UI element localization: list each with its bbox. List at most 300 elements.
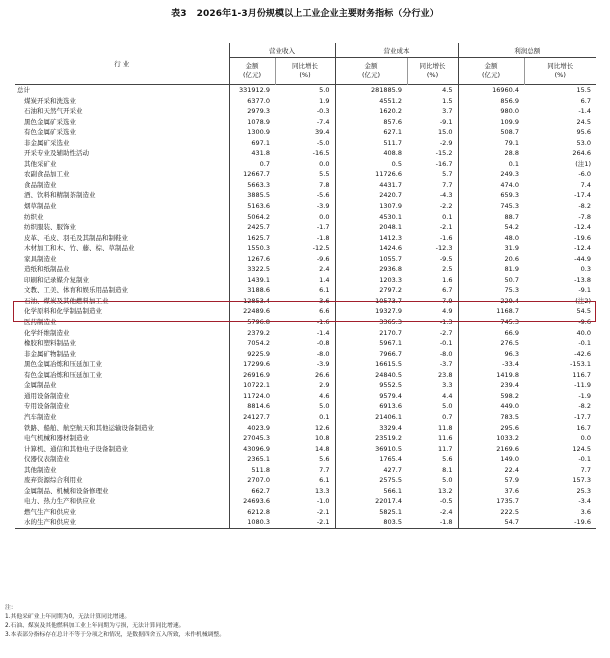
table-row xyxy=(15,507,596,518)
profit-amount-cell: 1419.8 xyxy=(458,370,524,381)
revenue-growth-cell: -5.0 xyxy=(316,138,330,147)
profit-amount-header: 金额 (亿元) xyxy=(458,58,524,85)
revenue-growth-cell: -0.3 xyxy=(316,107,330,116)
revenue-amount-cell: 4023.9 xyxy=(229,423,275,434)
cost-amount-cell: 1424.6 xyxy=(335,243,407,254)
revenue-amount-cell: 431.8 xyxy=(229,148,275,159)
cost-amount-cell: 627.1 xyxy=(335,127,407,138)
profit-growth-cell: 24.5 xyxy=(576,117,591,126)
revenue-amount-cell: 2979.3 xyxy=(229,106,275,117)
profit-amount-cell: 88.7 xyxy=(458,212,524,223)
revenue-growth-cell: -7.4 xyxy=(316,117,330,126)
table-row xyxy=(15,486,596,497)
revenue-amount-cell: 26916.9 xyxy=(229,370,275,381)
cost-amount-cell: 10573.7 xyxy=(335,296,407,307)
revenue-growth-cell: 1.9 xyxy=(319,96,330,105)
revenue-header: 营业收入 xyxy=(229,43,335,58)
cost-growth-cell: -1.8 xyxy=(407,517,458,528)
revenue-amount-cell: 1080.3 xyxy=(229,517,275,528)
cost-amount-cell: 1307.9 xyxy=(335,201,407,212)
revenue-growth-cell: -0.8 xyxy=(316,339,330,348)
table-row xyxy=(15,359,596,370)
profit-growth-cell: 0.0 xyxy=(580,434,591,443)
revenue-growth-header: 同比增长 (%) xyxy=(275,58,335,85)
profit-header: 利润总额 xyxy=(458,43,596,58)
profit-growth-cell: -8.2 xyxy=(578,402,591,411)
cost-growth-cell: 3.3 xyxy=(442,381,453,390)
table-number: 表3 xyxy=(171,9,187,19)
profit-amount-cell: 449.0 xyxy=(458,401,524,412)
revenue-amount-cell: 27045.3 xyxy=(229,433,275,444)
cost-growth-cell: 0.1 xyxy=(442,212,453,221)
revenue-growth-cell: -5.6 xyxy=(316,191,330,200)
profit-growth-cell: -19.6 xyxy=(574,233,591,242)
profit-amount-cell: 980.0 xyxy=(458,106,524,117)
industry-name: 石油、煤炭及其他燃料加工业 xyxy=(15,296,229,307)
revenue-growth-cell: -1.6 xyxy=(316,318,330,327)
cost-growth-cell: 0.7 xyxy=(442,412,453,421)
profit-growth-cell: 116.7 xyxy=(572,370,591,379)
cost-amount-cell: 511.7 xyxy=(335,138,407,149)
revenue-amount-cell: 6377.0 xyxy=(229,96,275,107)
cost-growth-cell: 1.6 xyxy=(442,275,453,284)
industry-name: 废弃资源综合利用业 xyxy=(15,475,229,486)
industry-name: 橡胶和塑料制品业 xyxy=(15,338,229,349)
cost-growth-cell: -3.7 xyxy=(439,360,453,369)
cost-amount-cell: 2797.2 xyxy=(335,285,407,296)
revenue-amount-cell: 17299.6 xyxy=(229,359,275,370)
cost-growth-cell: 4.4 xyxy=(442,391,453,400)
revenue-growth-cell: -3.6 xyxy=(316,296,330,305)
profit-growth-cell: -6.0 xyxy=(578,170,591,179)
profit-amount-cell: 48.0 xyxy=(458,233,524,244)
industry-name: 文教、工美、体育和娱乐用品制造业 xyxy=(15,285,229,296)
profit-amount-cell: 598.2 xyxy=(458,391,524,402)
profit-growth-cell: -13.8 xyxy=(574,275,591,284)
profit-amount-cell: 0.1 xyxy=(458,159,524,170)
profit-amount-cell: 474.0 xyxy=(458,180,524,191)
cost-growth-cell: -9.5 xyxy=(439,254,453,263)
table-row xyxy=(15,127,596,138)
profit-amount-cell: 229.4 xyxy=(458,296,524,307)
industry-header: 行 业 xyxy=(15,43,229,85)
cost-growth-cell: -12.3 xyxy=(435,244,453,253)
profit-amount-cell: 149.0 xyxy=(458,454,524,465)
revenue-growth-cell: 7.7 xyxy=(319,465,330,474)
cost-growth-cell: 11.8 xyxy=(438,423,453,432)
cost-growth-cell: -15.2 xyxy=(435,149,453,158)
cost-growth-cell: 4.5 xyxy=(407,85,458,96)
profit-amount-cell: 22.4 xyxy=(458,465,524,476)
cost-amount-cell: 281885.9 xyxy=(335,85,407,96)
industry-name: 纺织业 xyxy=(15,212,229,223)
profit-growth-cell: 6.7 xyxy=(580,96,591,105)
revenue-amount-cell: 662.7 xyxy=(229,486,275,497)
revenue-amount-cell: 511.8 xyxy=(229,465,275,476)
profit-amount-cell: 2169.6 xyxy=(458,444,524,455)
table-row xyxy=(15,317,596,328)
industry-name: 汽车制造业 xyxy=(15,412,229,423)
revenue-growth-cell: -1.7 xyxy=(316,223,330,232)
industry-name: 酒、饮料和精制茶制造业 xyxy=(15,190,229,201)
revenue-growth-cell: -1.0 xyxy=(316,497,330,506)
cost-growth-cell: -1.3 xyxy=(439,318,453,327)
cost-growth-cell: -16.7 xyxy=(435,159,453,168)
table-row xyxy=(15,412,596,423)
cost-growth-cell: -0.1 xyxy=(439,339,453,348)
cost-growth-cell: 5.0 xyxy=(442,402,453,411)
industry-name: 造纸和纸制品业 xyxy=(15,264,229,275)
cost-growth-cell: -2.4 xyxy=(439,507,453,516)
revenue-amount-cell: 2425.7 xyxy=(229,222,275,233)
profit-growth-cell: -44.9 xyxy=(574,254,591,263)
table-row xyxy=(15,148,596,159)
cost-amount-cell: 3365.3 xyxy=(335,317,407,328)
profit-growth-cell: -153.1 xyxy=(570,360,591,369)
table-row xyxy=(15,117,596,128)
profit-amount-cell: 1033.2 xyxy=(458,433,524,444)
revenue-amount-cell: 12853.4 xyxy=(229,296,275,307)
revenue-growth-cell: -3.9 xyxy=(316,360,330,369)
profit-amount-cell: 96.3 xyxy=(458,349,524,360)
profit-amount-cell: 37.6 xyxy=(458,486,524,497)
cost-growth-cell: 6.7 xyxy=(442,286,453,295)
revenue-amount-cell: 8814.6 xyxy=(229,401,275,412)
cost-growth-cell: -1.6 xyxy=(439,233,453,242)
table-row xyxy=(15,212,596,223)
profit-amount-cell: 66.9 xyxy=(458,328,524,339)
table-row xyxy=(15,169,596,180)
cost-amount-header: 金额 (亿元) xyxy=(335,58,407,85)
cost-amount-cell: 1203.3 xyxy=(335,275,407,286)
industry-name: 木材加工和木、竹、藤、棕、草制品业 xyxy=(15,243,229,254)
table-row xyxy=(15,401,596,412)
table-row xyxy=(15,264,596,275)
profit-amount-cell: 20.6 xyxy=(458,254,524,265)
profit-amount-cell: 239.4 xyxy=(458,380,524,391)
revenue-amount-cell: 2379.2 xyxy=(229,328,275,339)
industry-name: 有色金属冶炼和压延加工业 xyxy=(15,370,229,381)
industry-name: 纺织服装、服饰业 xyxy=(15,222,229,233)
cost-amount-cell: 36910.5 xyxy=(335,444,407,455)
revenue-growth-cell: 2.9 xyxy=(319,381,330,390)
profit-growth-cell: -11.9 xyxy=(574,381,591,390)
profit-growth-cell: -42.6 xyxy=(574,349,591,358)
industry-name: 农副食品加工业 xyxy=(15,169,229,180)
revenue-amount-cell: 3322.5 xyxy=(229,264,275,275)
profit-growth-cell: 3.6 xyxy=(580,507,591,516)
table-title xyxy=(0,6,610,19)
revenue-amount-cell: 5163.6 xyxy=(229,201,275,212)
profit-amount-cell: 16960.4 xyxy=(458,85,524,96)
cost-amount-cell: 2936.8 xyxy=(335,264,407,275)
profit-amount-cell: 249.3 xyxy=(458,169,524,180)
industry-name: 医药制造业 xyxy=(15,317,229,328)
revenue-growth-cell: 5.0 xyxy=(275,85,335,96)
revenue-amount-cell: 1267.6 xyxy=(229,254,275,265)
profit-growth-cell: -9.6 xyxy=(578,318,591,327)
revenue-amount-cell: 7054.2 xyxy=(229,338,275,349)
revenue-growth-cell: 14.8 xyxy=(315,444,330,453)
table-row xyxy=(15,254,596,265)
revenue-growth-cell: 7.8 xyxy=(319,180,330,189)
revenue-growth-cell: -1.8 xyxy=(316,233,330,242)
cost-amount-cell: 21406.1 xyxy=(335,412,407,423)
profit-amount-cell: 54.7 xyxy=(458,517,524,528)
cost-amount-cell: 11726.6 xyxy=(335,169,407,180)
industry-name: 其他采矿业 xyxy=(15,159,229,170)
table-row xyxy=(15,370,596,381)
cost-amount-cell: 1765.4 xyxy=(335,454,407,465)
revenue-growth-cell: 10.8 xyxy=(315,434,330,443)
footnotes xyxy=(5,604,225,640)
industry-name: 开采专业及辅助性活动 xyxy=(15,148,229,159)
revenue-amount-cell: 0.7 xyxy=(229,159,275,170)
revenue-amount-cell: 5663.3 xyxy=(229,180,275,191)
table-row xyxy=(15,465,596,476)
profit-amount-cell: 31.9 xyxy=(458,243,524,254)
revenue-amount-cell: 2707.0 xyxy=(229,475,275,486)
footnote-1: 1.其他采矿业上年同期为0，无法计算同比增速。 xyxy=(5,614,131,620)
revenue-amount-cell: 331912.9 xyxy=(229,85,275,96)
table-row xyxy=(15,233,596,244)
cost-growth-cell: 11.6 xyxy=(438,434,453,443)
profit-growth-cell: -0.1 xyxy=(578,455,591,464)
revenue-growth-cell: -2.1 xyxy=(316,507,330,516)
table-row xyxy=(15,423,596,434)
profit-amount-cell: 54.2 xyxy=(458,222,524,233)
revenue-amount-cell: 24127.7 xyxy=(229,412,275,423)
cost-amount-cell: 4431.7 xyxy=(335,180,407,191)
cost-amount-cell: 2048.1 xyxy=(335,222,407,233)
cost-amount-cell: 4551.2 xyxy=(335,96,407,107)
industry-name: 仪器仪表制造业 xyxy=(15,454,229,465)
table-row xyxy=(15,338,596,349)
cost-growth-cell: 13.2 xyxy=(438,486,453,495)
cost-growth-cell: -2.2 xyxy=(439,202,453,211)
profit-growth-cell: -7.8 xyxy=(578,212,591,221)
profit-growth-cell: -12.4 xyxy=(574,223,591,232)
cost-growth-cell: 7.7 xyxy=(442,180,453,189)
profit-growth-cell: 15.5 xyxy=(524,85,596,96)
table-row xyxy=(15,454,596,465)
revenue-amount-cell: 697.1 xyxy=(229,138,275,149)
profit-amount-cell: 745.3 xyxy=(458,201,524,212)
profit-growth-cell: -17.4 xyxy=(574,191,591,200)
profit-amount-cell: 1168.7 xyxy=(458,306,524,317)
table-row xyxy=(15,285,596,296)
profit-growth-cell: 7.7 xyxy=(580,465,591,474)
cost-growth-cell: -7.9 xyxy=(439,296,453,305)
revenue-amount-cell: 22489.6 xyxy=(229,306,275,317)
table-row xyxy=(15,296,596,307)
revenue-amount-cell: 1300.9 xyxy=(229,127,275,138)
industry-name: 皮革、毛皮、羽毛及其制品和制鞋业 xyxy=(15,233,229,244)
table-row xyxy=(15,96,596,107)
profit-growth-cell: -1.9 xyxy=(578,391,591,400)
industry-name: 化学原料和化学制品制造业 xyxy=(15,306,229,317)
industry-name: 金属制品业 xyxy=(15,380,229,391)
profit-growth-cell: 16.7 xyxy=(576,423,591,432)
profit-amount-cell: 856.9 xyxy=(458,96,524,107)
table-row xyxy=(15,138,596,149)
profit-growth-cell: -9.1 xyxy=(578,286,591,295)
revenue-growth-cell: 0.1 xyxy=(319,412,330,421)
profit-amount-cell: 295.6 xyxy=(458,423,524,434)
profit-amount-cell: 783.5 xyxy=(458,412,524,423)
profit-amount-cell: 109.9 xyxy=(458,117,524,128)
profit-growth-cell: -12.4 xyxy=(574,244,591,253)
profit-amount-cell: 276.5 xyxy=(458,338,524,349)
revenue-growth-cell: -12.5 xyxy=(312,244,330,253)
cost-growth-cell: -2.1 xyxy=(439,223,453,232)
cost-header: 营业成本 xyxy=(335,43,458,58)
cost-amount-cell: 1620.2 xyxy=(335,106,407,117)
table-row xyxy=(15,85,596,96)
cost-amount-cell: 566.1 xyxy=(335,486,407,497)
cost-growth-cell: 15.0 xyxy=(438,128,453,137)
revenue-growth-cell: 6.6 xyxy=(319,307,330,316)
cost-amount-cell: 23519.2 xyxy=(335,433,407,444)
revenue-amount-cell: 24693.6 xyxy=(229,496,275,507)
revenue-growth-cell: -3.9 xyxy=(316,202,330,211)
cost-amount-cell: 19327.9 xyxy=(335,306,407,317)
industry-name: 总计 xyxy=(15,85,229,96)
industry-name: 其他制造业 xyxy=(15,465,229,476)
cost-amount-cell: 408.8 xyxy=(335,148,407,159)
cost-amount-cell: 857.6 xyxy=(335,117,407,128)
cost-amount-cell: 9579.4 xyxy=(335,391,407,402)
table-row xyxy=(15,349,596,360)
revenue-growth-cell: 1.4 xyxy=(319,275,330,284)
footnote-heading: 注： xyxy=(5,605,17,611)
profit-growth-cell: 0.3 xyxy=(580,265,591,274)
profit-amount-cell: 222.5 xyxy=(458,507,524,518)
cost-growth-cell: 1.5 xyxy=(442,96,453,105)
industry-name: 铁路、船舶、航空航天和其他运输设备制造业 xyxy=(15,423,229,434)
revenue-amount-cell: 3885.5 xyxy=(229,190,275,201)
cost-amount-cell: 7966.7 xyxy=(335,349,407,360)
profit-growth-cell: -1.4 xyxy=(578,107,591,116)
revenue-amount-cell: 6212.8 xyxy=(229,507,275,518)
industry-name: 计算机、通信和其他电子设备制造业 xyxy=(15,444,229,455)
revenue-growth-cell: -2.1 xyxy=(275,517,335,528)
revenue-growth-cell: 5.0 xyxy=(319,402,330,411)
revenue-growth-cell: -9.6 xyxy=(316,254,330,263)
profit-growth-cell: -8.2 xyxy=(578,202,591,211)
cost-amount-cell: 427.7 xyxy=(335,465,407,476)
table-row xyxy=(15,180,596,191)
cost-growth-cell: -0.5 xyxy=(439,497,453,506)
profit-growth-cell: -0.1 xyxy=(578,339,591,348)
table-row xyxy=(15,496,596,507)
revenue-amount-cell: 3188.6 xyxy=(229,285,275,296)
cost-amount-cell: 1412.3 xyxy=(335,233,407,244)
industry-name: 黑色金属冶炼和压延加工业 xyxy=(15,359,229,370)
table-title-text: 2026年1-3月份规模以上工业企业主要财务指标（分行业） xyxy=(196,9,439,19)
profit-growth-cell: 124.5 xyxy=(572,444,591,453)
revenue-growth-cell: -8.0 xyxy=(316,349,330,358)
revenue-amount-cell: 1078.9 xyxy=(229,117,275,128)
revenue-growth-cell: 39.4 xyxy=(315,128,330,137)
cost-amount-cell: 3329.4 xyxy=(335,423,407,434)
revenue-amount-cell: 1439.1 xyxy=(229,275,275,286)
revenue-amount-cell: 11724.0 xyxy=(229,391,275,402)
cost-growth-cell: 4.9 xyxy=(442,307,453,316)
profit-amount-cell: 79.1 xyxy=(458,138,524,149)
cost-growth-cell: 2.5 xyxy=(442,265,453,274)
profit-amount-cell: 508.7 xyxy=(458,127,524,138)
revenue-growth-cell: 2.4 xyxy=(319,265,330,274)
table-row xyxy=(15,306,596,317)
cost-amount-cell: 2575.5 xyxy=(335,475,407,486)
revenue-amount-header: 金额 (亿元) xyxy=(229,58,275,85)
industry-name: 食品制造业 xyxy=(15,180,229,191)
table-row xyxy=(15,328,596,339)
profit-amount-cell: 75.3 xyxy=(458,285,524,296)
revenue-growth-cell: 13.3 xyxy=(315,486,330,495)
profit-amount-cell: -33.4 xyxy=(458,359,524,370)
cost-amount-cell: 2170.7 xyxy=(335,328,407,339)
revenue-growth-cell: 12.6 xyxy=(315,423,330,432)
industry-name: 非金属矿物制品业 xyxy=(15,349,229,360)
table-row xyxy=(15,444,596,455)
revenue-amount-cell: 9225.9 xyxy=(229,349,275,360)
revenue-amount-cell: 5796.8 xyxy=(229,317,275,328)
cost-growth-header: 同比增长 (%) xyxy=(407,58,458,85)
table-row xyxy=(15,391,596,402)
cost-amount-cell: 16615.5 xyxy=(335,359,407,370)
cost-growth-cell: 5.0 xyxy=(442,476,453,485)
cost-growth-cell: 5.7 xyxy=(442,170,453,179)
cost-growth-cell: 3.7 xyxy=(442,107,453,116)
profit-growth-cell: 53.0 xyxy=(576,138,591,147)
table-row xyxy=(15,190,596,201)
industry-name: 化学纤维制造业 xyxy=(15,328,229,339)
industry-name: 黑色金属矿采选业 xyxy=(15,117,229,128)
cost-amount-cell: 1055.7 xyxy=(335,254,407,265)
industry-name: 石油和天然气开采业 xyxy=(15,106,229,117)
industry-name: 煤炭开采和洗选业 xyxy=(15,96,229,107)
industry-name: 金属制品、机械和设备修理业 xyxy=(15,486,229,497)
cost-amount-cell: 4530.1 xyxy=(335,212,407,223)
profit-growth-cell: 157.3 xyxy=(572,476,591,485)
profit-growth-cell: (注2) xyxy=(575,296,591,305)
cost-growth-cell: 8.1 xyxy=(442,465,453,474)
profit-growth-cell: 25.3 xyxy=(576,486,591,495)
industry-name: 非金属矿采选业 xyxy=(15,138,229,149)
cost-amount-cell: 9552.5 xyxy=(335,380,407,391)
industry-name: 水的生产和供应业 xyxy=(15,517,229,528)
cost-growth-cell: -2.7 xyxy=(439,328,453,337)
cost-amount-cell: 5825.1 xyxy=(335,507,407,518)
table-row xyxy=(15,222,596,233)
profit-growth-header: 同比增长 (%) xyxy=(524,58,596,85)
table-row xyxy=(15,159,596,170)
table-row xyxy=(15,106,596,117)
revenue-amount-cell: 5064.2 xyxy=(229,212,275,223)
cost-growth-cell: -9.1 xyxy=(439,117,453,126)
cost-growth-cell: -4.3 xyxy=(439,191,453,200)
cost-amount-cell: 803.5 xyxy=(335,517,407,528)
table-row xyxy=(15,475,596,486)
industry-name: 电气机械和器材制造业 xyxy=(15,433,229,444)
industry-name: 印刷和记录媒介复制业 xyxy=(15,275,229,286)
revenue-amount-cell: 1625.7 xyxy=(229,233,275,244)
revenue-amount-cell: 10722.1 xyxy=(229,380,275,391)
cost-amount-cell: 5967.1 xyxy=(335,338,407,349)
industry-name: 家具制造业 xyxy=(15,254,229,265)
